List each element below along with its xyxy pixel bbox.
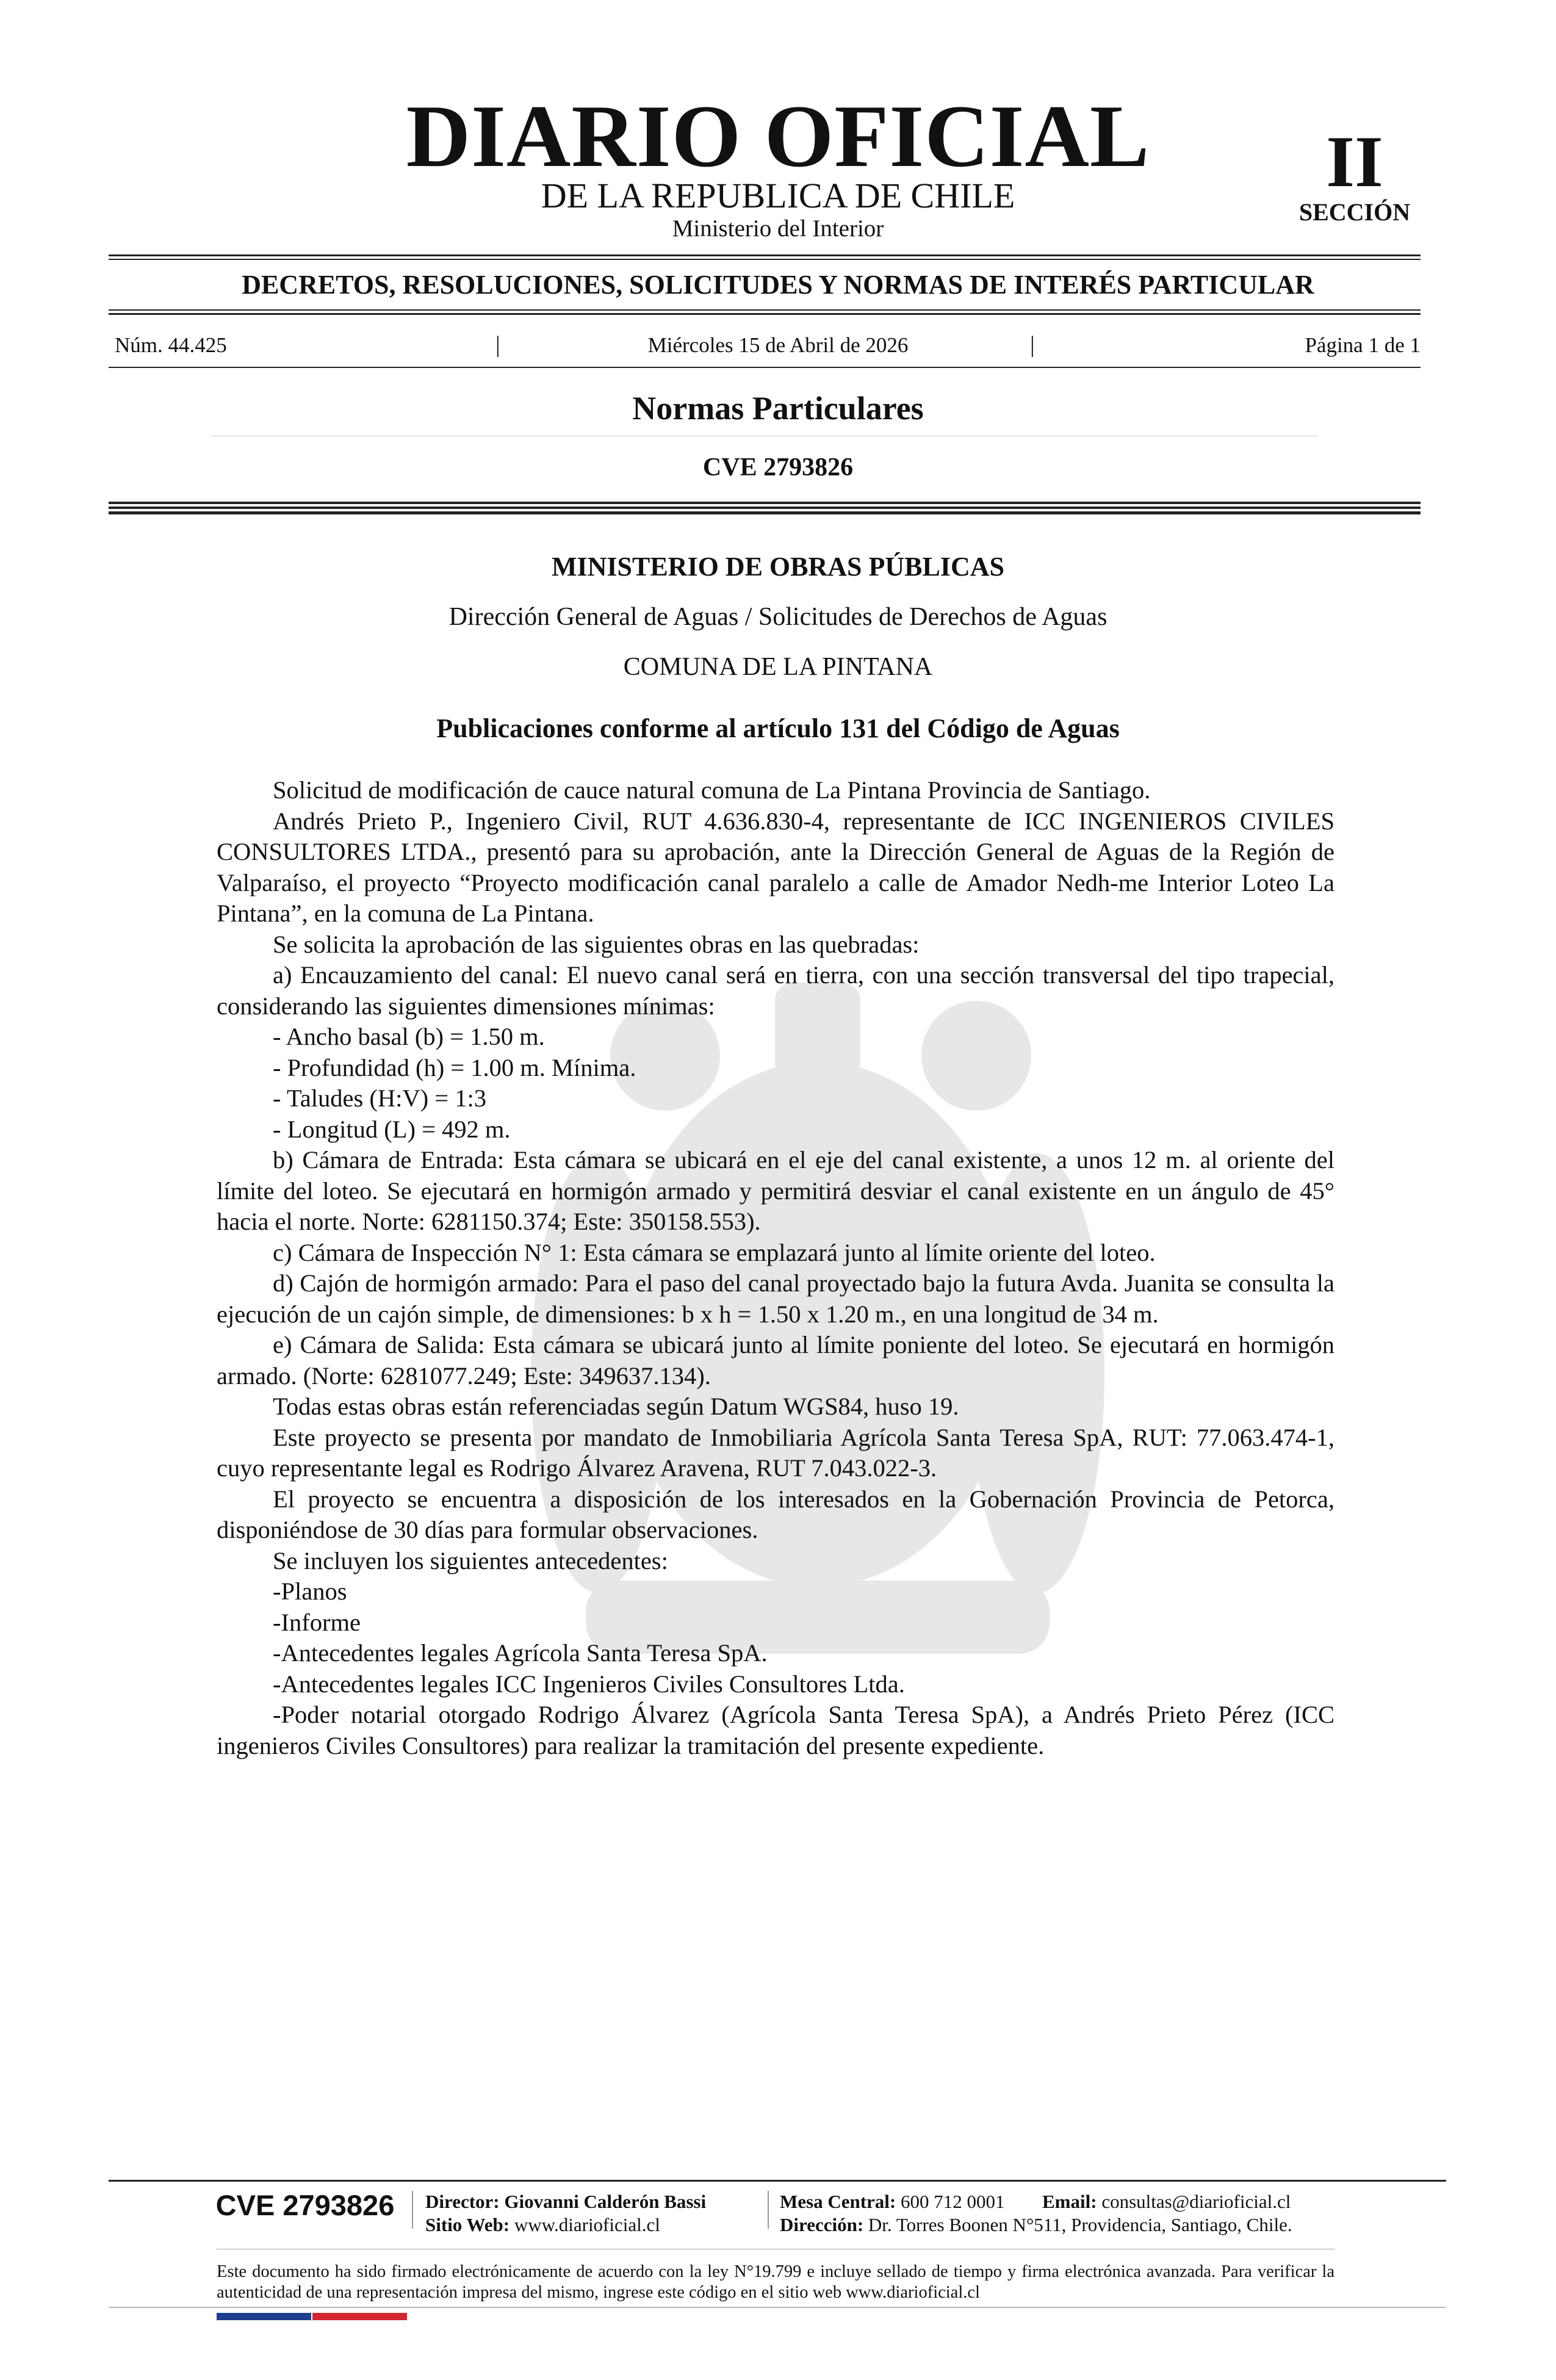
body-list-item: - Longitud (L) = 492 m. xyxy=(273,1115,511,1143)
publication-heading: Publicaciones conforme al artículo 131 del Código de Aguas xyxy=(436,713,1120,743)
section-heading: DECRETOS, RESOLUCIONES, SOLICITUDES Y NORMAS DE INTERÉS PARTICULAR xyxy=(242,270,1314,300)
header-rule-1 xyxy=(109,502,1421,504)
body-paragraph: Se incluyen los siguientes antecedentes: xyxy=(273,1546,668,1574)
body-paragraph: b) Cámara de Entrada: Esta cámara se ubicará en el eje del canal existente, a unos 12 m. al oriente del límite del loteo. Se ejecutará en hormigón armado y permitirá desviar el canal existente en un ángulo de 45° hacia el norte. Norte: 6281150.374; Este: 350158.553). xyxy=(217,1146,1334,1235)
footer-divider xyxy=(768,2191,769,2229)
body-list-item: -Antecedentes legales ICC Ingenieros Civiles Consultores Ltda. xyxy=(273,1670,905,1698)
body-paragraph: Solicitud de modificación de cauce natural comuna de La Pintana Provincia de Santiago. xyxy=(273,776,1151,804)
ministry-name: MINISTERIO DE OBRAS PÚBLICAS xyxy=(551,552,1005,582)
footer-mesa-phone: 600 712 0001 xyxy=(901,2191,1005,2212)
body-paragraph: Se solicita la aprobación de las siguientes obras en las quebradas: xyxy=(273,930,920,958)
footer-legal-notice: Este documento ha sido firmado electrónicamente de acuerdo con la ley N°19.799 e incluye sellado de tiempo y firma electrónica avanzada. Para verificar la autenticidad de una representación impresa del mismo, ingrese este código en el sitio web www.diarioficial.cl xyxy=(217,2262,1334,2302)
body-paragraph: -Poder notarial otorgado Rodrigo Álvarez (Agrícola Santa Teresa SpA), a Andrés Prieto Pérez (ICC ingenieros Civiles Consultores) para realizar la tramitación del presente expediente. xyxy=(217,1701,1334,1759)
issue-date: Miércoles 15 de Abril de 2026 xyxy=(647,333,909,357)
footer-website-label: Sitio Web: xyxy=(425,2214,510,2235)
footer-address-label: Dirección: xyxy=(780,2214,864,2235)
header-rule-2 xyxy=(109,507,1421,509)
body-paragraph: Este proyecto se presenta por mandato de Inmobiliaria Agrícola Santa Teresa SpA, RUT: 77.063.474-1, cuyo representante legal es Rodrigo Álvarez Aravena, RUT 7.043.022-3. xyxy=(217,1423,1334,1482)
issue-separator: | xyxy=(1030,332,1035,358)
body-list-item: - Taludes (H:V) = 1:3 xyxy=(273,1084,486,1112)
body-paragraph: a) Encauzamiento del canal: El nuevo canal será en tierra, con una sección transversal del tipo trapecial, considerando las siguientes dimensiones mínimas: xyxy=(217,961,1334,1020)
footer-cve-code: CVE 2793826 xyxy=(215,2189,395,2221)
notice-body xyxy=(217,775,1334,1761)
directorate-line: Dirección General de Aguas / Solicitudes de Derechos de Aguas xyxy=(448,603,1108,631)
footer-director xyxy=(425,2192,706,2211)
section-number: II xyxy=(1326,121,1383,202)
footer-director-label: Director: xyxy=(425,2191,500,2212)
masthead-title: DIARIO OFICIAL xyxy=(406,87,1150,186)
footer-mesa-label: Mesa Central: xyxy=(780,2191,896,2212)
footer-mesa xyxy=(780,2192,1005,2211)
section-rule-thick xyxy=(109,313,1421,315)
footer-website xyxy=(425,2215,660,2234)
body-list-item: - Ancho basal (b) = 1.50 m. xyxy=(273,1023,545,1050)
footer-email-label: Email: xyxy=(1042,2191,1097,2212)
flag-stripe-red xyxy=(312,2313,407,2320)
body-list-item: -Antecedentes legales Agrícola Santa Teresa SpA. xyxy=(273,1639,768,1667)
body-paragraph: e) Cámara de Salida: Esta cámara se ubicará junto al límite poniente del loteo. Se ejecutará en hormigón armado. (Norte: 6281077.249; Este: 349637.134). xyxy=(217,1331,1334,1390)
footer-email xyxy=(1042,2192,1291,2211)
masthead-rule-top xyxy=(109,254,1421,256)
cve-code: CVE 2793826 xyxy=(702,453,854,481)
body-paragraph: d) Cajón de hormigón armado: Para el paso del canal proyectado bajo la futura Avda. Juanita se consulta la ejecución de un cajón simple, de dimensiones: b x h = 1.50 x 1.20 m., en una longitud de 34 m. xyxy=(217,1269,1334,1328)
footer-rule-top xyxy=(109,2180,1446,2182)
body-list-item: -Planos xyxy=(273,1578,347,1605)
body-paragraph: Todas estas obras están referenciadas según Datum WGS84, huso 19. xyxy=(273,1393,959,1420)
footer-divider xyxy=(412,2191,413,2229)
masthead-rule-top-thin xyxy=(109,259,1421,260)
normas-title: Normas Particulares xyxy=(632,390,924,427)
body-paragraph: Andrés Prieto P., Ingeniero Civil, RUT 4.636.830-4, representante de ICC INGENIEROS CIVILES CONSULTORES LTDA., presentó para su aprobación, ante la Dirección General de Aguas de la Región de Valparaíso, el proyecto “Proyecto modificación canal paralelo a calle de Amador Nedh-me Interior Loteo La Pintana”, en la comuna de La Pintana. xyxy=(217,807,1334,927)
issue-separator: | xyxy=(495,332,500,358)
issue-rule xyxy=(109,367,1421,368)
comuna-line: COMUNA DE LA PINTANA xyxy=(623,653,933,681)
section-label: SECCIÓN xyxy=(1298,198,1411,226)
header-rule-3 xyxy=(109,511,1421,514)
footer-rule-bottom xyxy=(109,2307,1446,2308)
footer-website-link[interactable]: www.diarioficial.cl xyxy=(514,2214,660,2235)
issue-number: Núm. 44.425 xyxy=(115,333,227,357)
section-rule xyxy=(109,309,1421,311)
footer-address xyxy=(780,2215,1292,2234)
masthead-subtitle: DE LA REPUBLICA DE CHILE xyxy=(541,176,1015,215)
body-list-item: - Profundidad (h) = 1.00 m. Mínima. xyxy=(273,1053,636,1081)
body-paragraph: c) Cámara de Inspección N° 1: Esta cámara se emplazará junto al límite oriente del loteo. xyxy=(273,1238,1156,1266)
flag-stripe-blue xyxy=(217,2313,311,2320)
footer-email-link[interactable]: consultas@diarioficial.cl xyxy=(1101,2191,1291,2212)
masthead-ministry: Ministerio del Interior xyxy=(672,215,884,242)
body-paragraph: El proyecto se encuentra a disposición de los interesados en la Gobernación Provincia de Petorca, disponiéndose de 30 días para formular observaciones. xyxy=(217,1485,1334,1543)
issue-page: Página 1 de 1 xyxy=(1305,333,1421,357)
footer-director-name: Giovanni Calderón Bassi xyxy=(504,2191,707,2212)
footer-address-text: Dr. Torres Boonen N°511, Providencia, Santiago, Chile. xyxy=(868,2214,1292,2235)
body-list-item: -Informe xyxy=(273,1608,361,1636)
